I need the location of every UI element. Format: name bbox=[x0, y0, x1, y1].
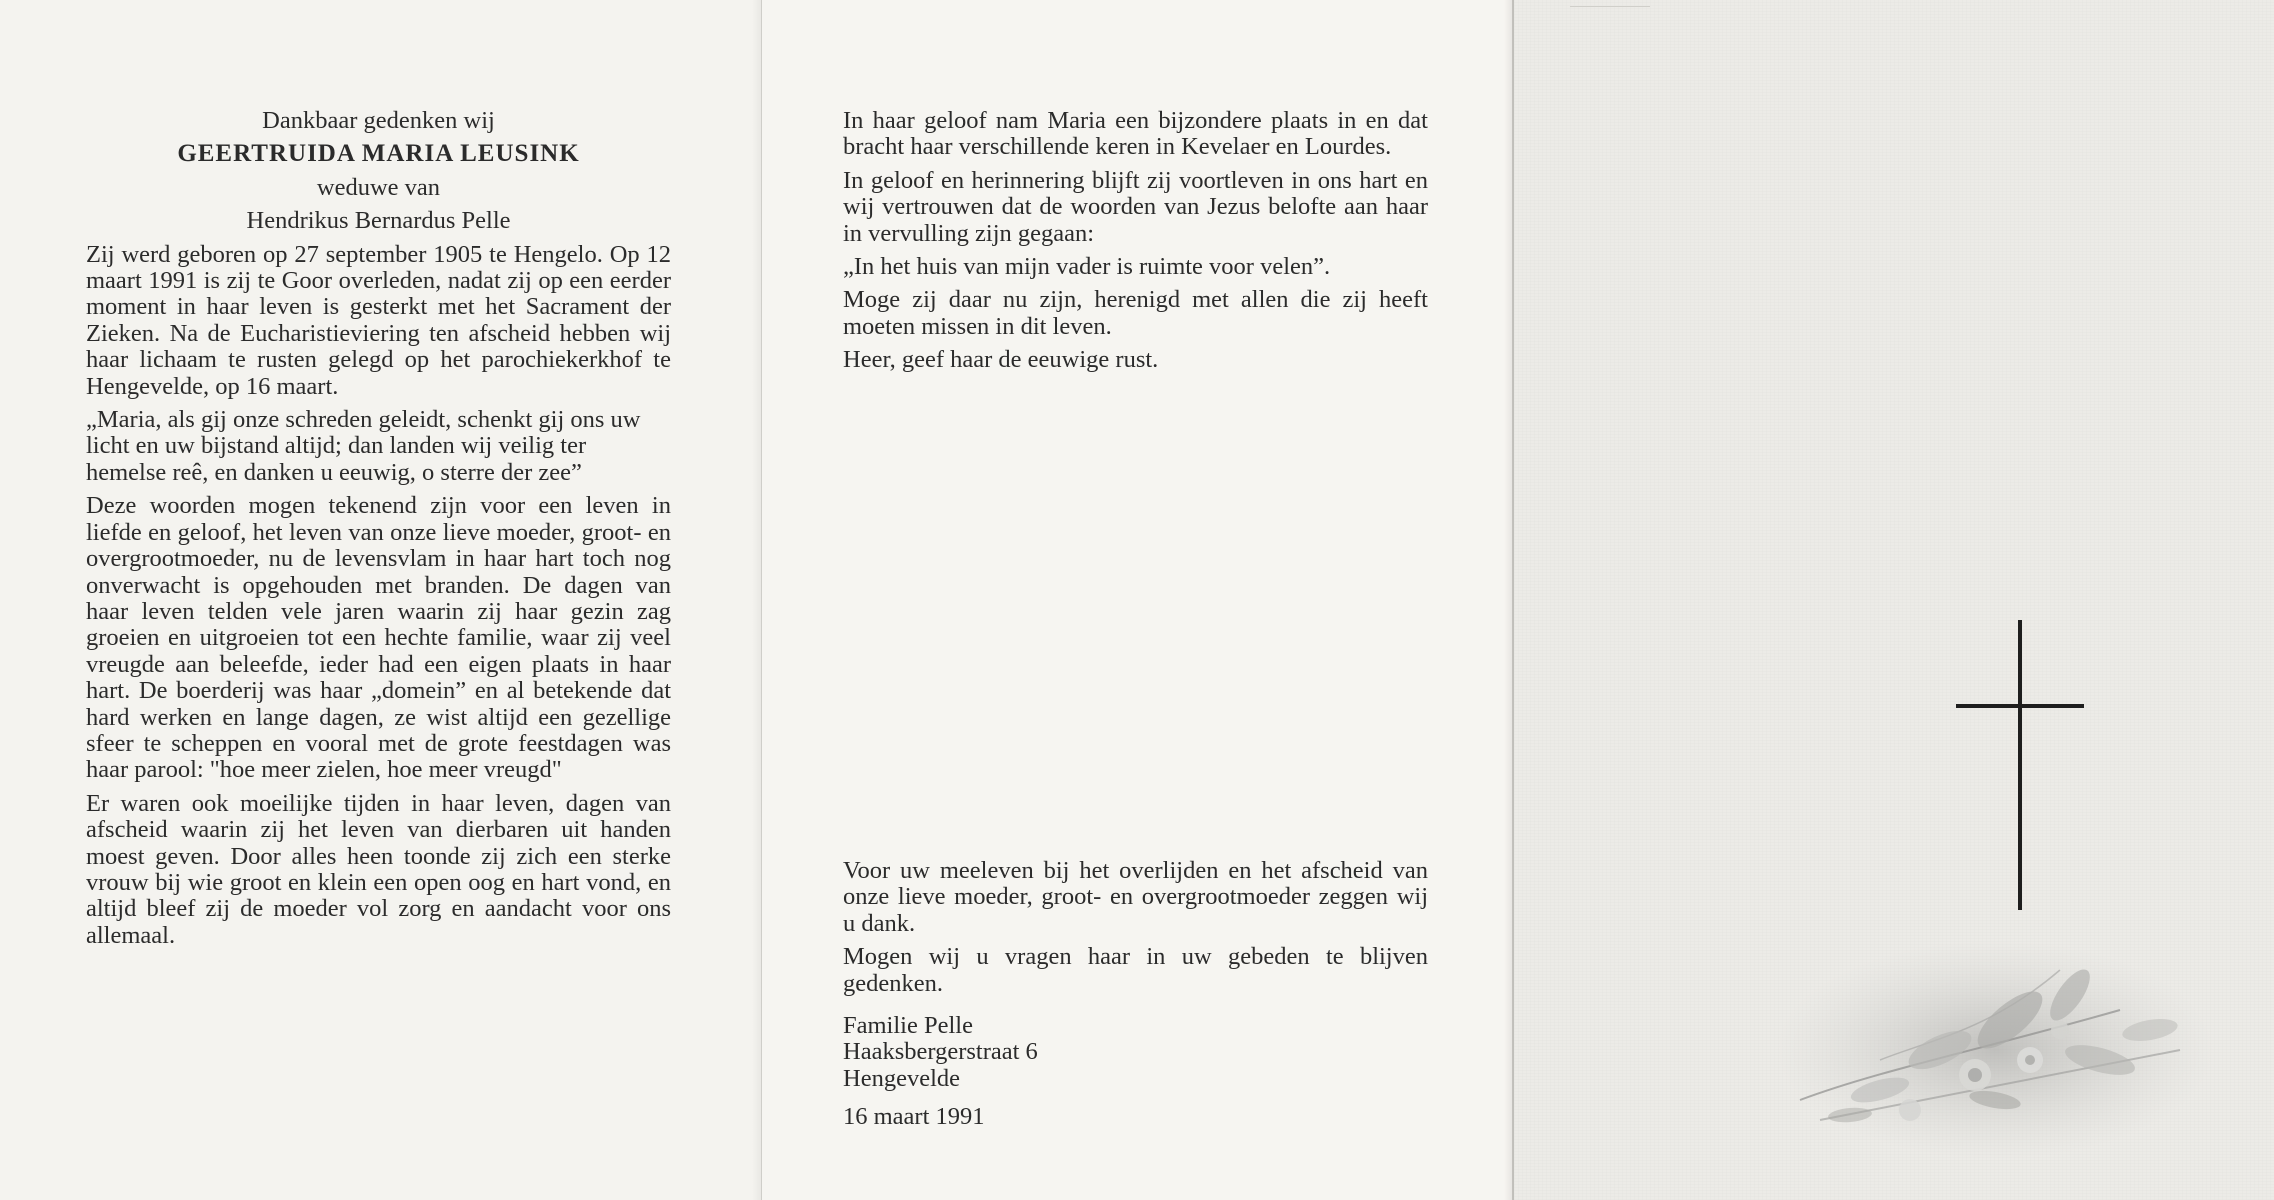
intro-line: Dankbaar gedenken wij bbox=[262, 107, 495, 134]
fold-shadow-right bbox=[1504, 0, 1514, 1200]
family-name: Familie Pelle bbox=[843, 1012, 973, 1040]
husband-name: Hendrikus Bernardus Pelle bbox=[246, 207, 511, 235]
cross-icon bbox=[1950, 620, 2090, 910]
left-panel bbox=[0, 0, 762, 1200]
left-column-text bbox=[86, 108, 671, 956]
card-date: 16 maart 1991 bbox=[843, 1103, 985, 1131]
street-address: Haaksbergerstraat 6 bbox=[843, 1038, 1038, 1066]
jesus-quote: „In het huis van mijn vader is ruimte voor velen”. bbox=[843, 253, 1331, 281]
request-paragraph: Mogen wij u vragen haar in uw gebeden te blijven gedenken. bbox=[843, 943, 1428, 997]
reunion-paragraph: Moge zij daar nu zijn, herenigd met allen die zij heeft moeten missen in dit leven. bbox=[843, 286, 1428, 340]
hardship-paragraph: Er waren ook moeilijke tijden in haar leven, dagen van afscheid waarin zij het leven van dierbaren uit handen moest geven. Door alles heen toonde zij zich een sterke vrouw bij wie groot en klein een open oog en hart vond, en altijd bleef zij de moeder vol zorg en aandacht voor ons allemaal. bbox=[86, 789, 671, 949]
flowers-illustration bbox=[1760, 900, 2230, 1170]
town-name: Hengevelde bbox=[843, 1064, 960, 1092]
maria-verse: „Maria, als gij onze schreden geleidt, schenkt gij ons uw licht en uw bijstand altijd; dan landen wij veilig ter hemelse reê, en danken u eeuwig, o sterre der zee” bbox=[86, 406, 641, 486]
signature-block bbox=[843, 1013, 1428, 1131]
biography-paragraph: Zij werd geboren op 27 september 1905 te Hengelo. Op 12 maart 1991 is zij te Goor overleden, nadat zij op een eerder moment in haar leven is gesterkt met het Sacrament der Zieken. Na de Eucharistieviering ten afscheid hebben wij haar lichaam te rusten gelegd op het parochiekerkhof te Hengevelde, op 16 maart. bbox=[86, 240, 671, 400]
prayer-line: Heer, geef haar de eeuwige rust. bbox=[843, 346, 1159, 374]
thanks-paragraph: Voor uw meeleven bij het overlijden en het afscheid van onze lieve moeder, groot- en overgrootmoeder zeggen wij u dank. bbox=[843, 857, 1428, 937]
middle-column-text bbox=[843, 108, 1428, 381]
faith-paragraph: In haar geloof nam Maria een bijzondere plaats in en dat bracht haar verschillende keren in Kevelaer en Lourdes. bbox=[843, 107, 1428, 161]
widow-of-line: weduwe van bbox=[316, 173, 441, 201]
memory-paragraph: In geloof en herinnering blijft zij voortleven in ons hart en wij vertrouwen dat de woorden van Jezus belofte aan haar in vervulling zijn gegaan: bbox=[843, 166, 1428, 247]
thanks-block bbox=[843, 858, 1428, 1138]
fold-shadow-left bbox=[752, 0, 762, 1200]
paper-edge-line bbox=[1570, 6, 1650, 7]
tribute-paragraph: Deze woorden mogen tekenend zijn voor een leven in liefde en geloof, het leven van onze lieve moeder, groot- en overgrootmoeder, nu de levensvlam in haar hart toch nog onverwacht is opgehouden met branden. De dagen van haar leven telden vele jaren waarin zij haar gezin zag groeien en uitgroeien tot een hechte familie, waar zij veel vreugde aan beleefde, ieder had een eigen plaats in haar hart. De boerderij was haar „domein” en al betekende dat hard werken en lange dagen, ze wist altijd een gezellige sfeer te scheppen en vooral met de grote feestdagen was haar parool: "hoe meer zielen, hoe meer vreugd" bbox=[86, 492, 671, 784]
deceased-name: GEERTRUIDA MARIA LEUSINK bbox=[177, 140, 580, 168]
